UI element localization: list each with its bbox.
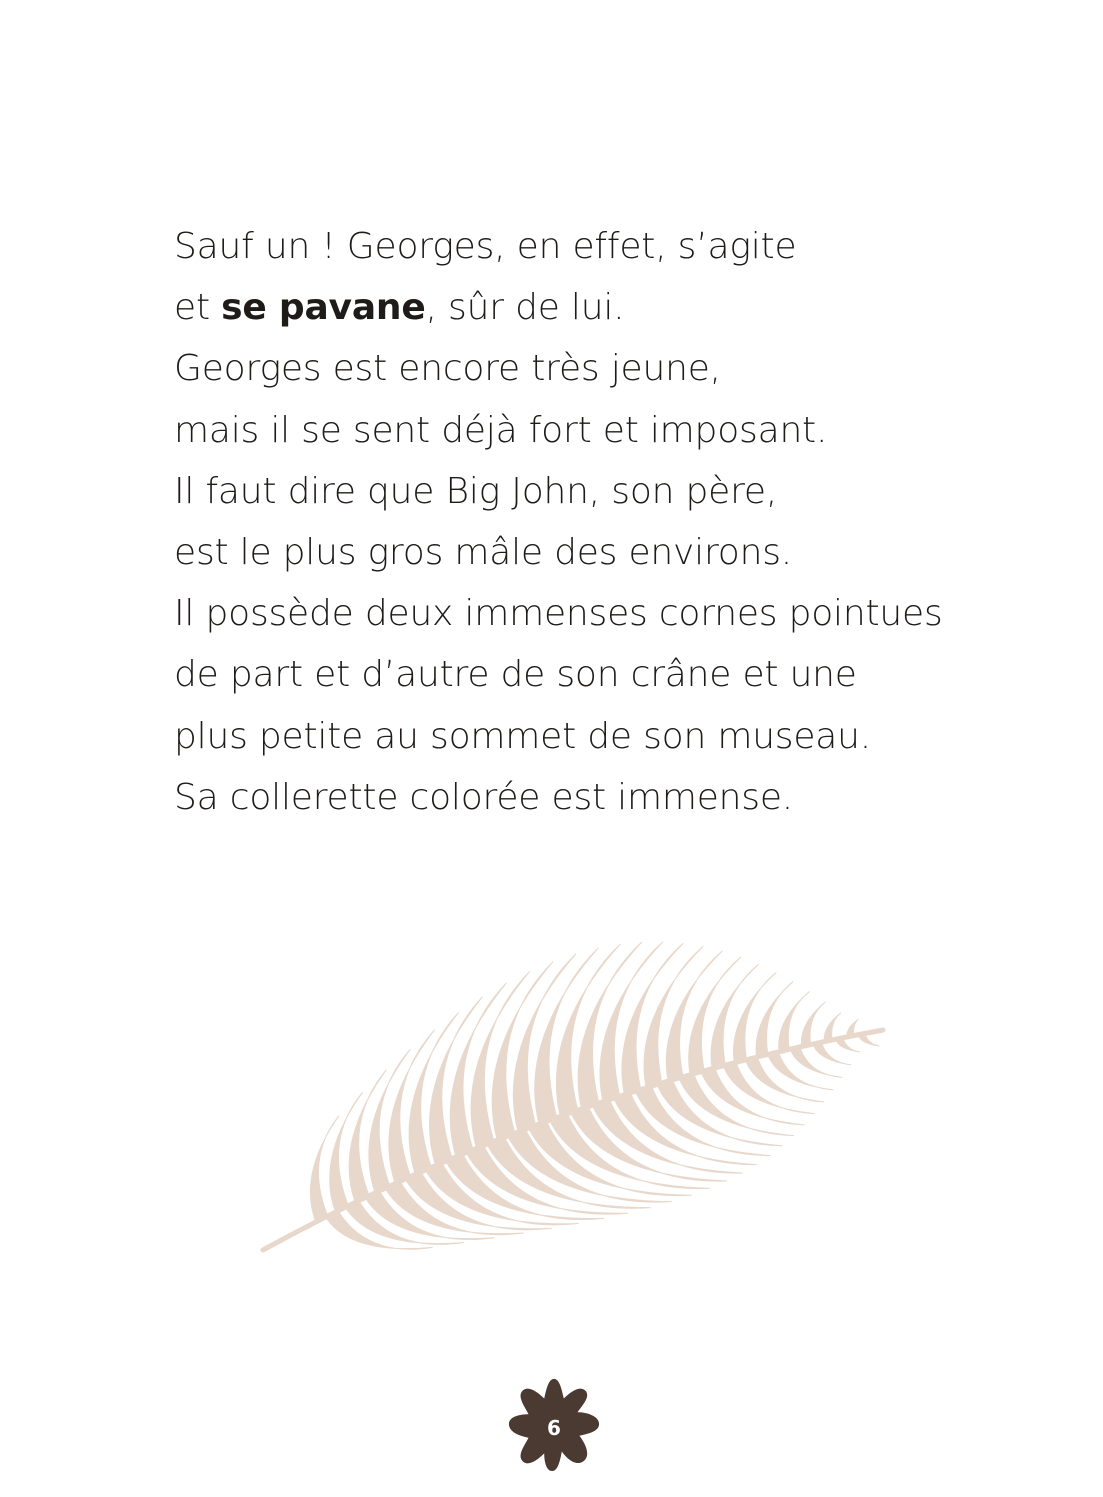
story-line-2 xyxy=(174,277,1034,338)
leaflet xyxy=(836,1038,860,1052)
leaflet xyxy=(734,973,777,1063)
story-line-2-prefix: et xyxy=(174,287,222,329)
story-text xyxy=(174,216,1034,828)
story-line-2-suffix: , sûr de lui. xyxy=(425,287,625,329)
leaflet xyxy=(858,1033,879,1046)
leaflet xyxy=(487,1137,651,1208)
story-line-1: Sauf un ! Georges, en effet, s’agite xyxy=(174,226,797,267)
leaflet xyxy=(466,1146,628,1215)
story-line-9: plus petite au sommet de son museau. xyxy=(174,715,872,757)
page-number: 6 xyxy=(547,1416,561,1440)
story-line-7: Il possède deux immenses cornes pointues xyxy=(174,593,943,635)
palm-leaf-icon xyxy=(255,905,895,1285)
emphasized-term: se pavane xyxy=(221,287,426,329)
story-line-8: de part et d’autre de son crâne et une xyxy=(174,654,857,696)
story-line-10: Sa collerette colorée est immense. xyxy=(174,776,794,818)
leaflet xyxy=(508,1129,672,1202)
story-line-6: est le plus gros mâle des environs. xyxy=(174,532,793,574)
story-line-4: mais il se sent déjà fort et imposant. xyxy=(174,409,828,451)
story-line-5: Il faut dire que Big John, son père, xyxy=(174,470,778,512)
story-line-3: Georges est encore très jeune, xyxy=(174,348,721,390)
leaflet xyxy=(790,1047,842,1078)
